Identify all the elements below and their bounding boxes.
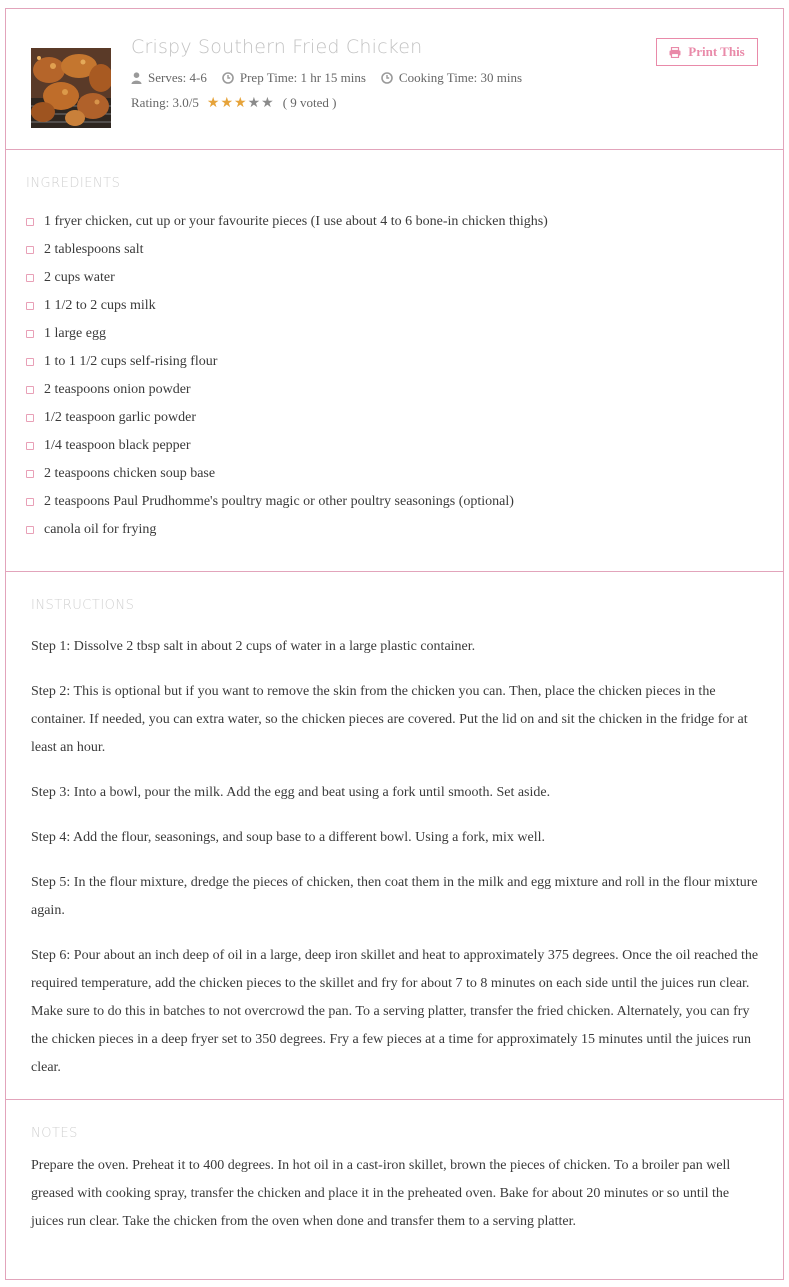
ingredient-label: 2 teaspoons onion powder	[44, 382, 191, 397]
ingredient-item	[26, 208, 548, 236]
ingredient-item	[26, 236, 548, 264]
checkbox-icon[interactable]	[26, 442, 34, 450]
vote-count: ( 9 voted )	[282, 95, 337, 110]
clock-icon	[381, 72, 393, 84]
ingredient-label: 2 tablespoons salt	[44, 242, 144, 257]
ingredient-item	[26, 348, 548, 376]
ingredient-item	[26, 432, 548, 460]
ingredient-item	[26, 516, 548, 544]
ingredient-item	[26, 292, 548, 320]
star-icon[interactable]: ★	[234, 95, 247, 111]
checkbox-icon[interactable]	[26, 302, 34, 310]
cooking-time-info	[381, 70, 522, 86]
serves-info	[131, 70, 207, 86]
serves-label: Serves: 4-6	[148, 70, 207, 85]
ingredient-item	[26, 460, 548, 488]
star-icon[interactable]: ★	[206, 95, 220, 111]
printer-icon	[669, 47, 681, 58]
notes-heading: NOTES	[31, 1126, 78, 1141]
instruction-step: Step 4: Add the flour, seasonings, and soup base to a different bowl. Using a fork, mix well.	[31, 830, 545, 845]
instruction-step: Step 6: Pour about an inch deep of oil in a large, deep iron skillet and heat to approximately 375 degrees. Once the oil reached the required temperature, add the chicken pieces to the skillet and fry for about 7 to 8 minutes on each side until the juices run clear. Make sure to do this in batches to not overcrowd the pan. To a serving platter, transfer the fried chicken. Alternately, you can fry the chicken pieces in a deep fryer set to 350 degrees. Fry a few pieces at a time for approximately 15 minutes until the juices run clear.	[31, 948, 759, 1075]
star-icon[interactable]: ★	[261, 95, 274, 111]
ingredient-label: 2 teaspoons chicken soup base	[44, 466, 216, 481]
checkbox-icon[interactable]	[26, 358, 34, 366]
ingredient-label: 2 teaspoons Paul Prudhomme's poultry magic or other poultry seasonings (optional)	[44, 494, 514, 509]
recipe-meta	[131, 70, 537, 86]
star-icon[interactable]: ★	[247, 95, 261, 111]
checkbox-icon[interactable]	[26, 414, 34, 422]
prep-time-label: Prep Time: 1 hr 15 mins	[239, 70, 366, 85]
ingredient-item	[26, 264, 548, 292]
ingredient-item	[26, 376, 548, 404]
print-button-label: Print This	[688, 44, 745, 59]
ingredient-item	[26, 320, 548, 348]
ingredient-item	[26, 488, 548, 516]
ingredients-heading: INGREDIENTS	[26, 176, 121, 191]
star-icon[interactable]: ★	[220, 95, 234, 111]
recipe-title: Crispy Southern Fried Chicken	[131, 36, 423, 58]
rating-label: Rating: 3.0/5	[131, 95, 199, 110]
user-icon	[131, 72, 142, 84]
checkbox-icon[interactable]	[26, 330, 34, 338]
ingredient-label: canola oil for frying	[44, 522, 157, 537]
ingredient-label: 1/2 teaspoon garlic powder	[44, 410, 197, 425]
instructions-heading: INSTRUCTIONS	[31, 598, 135, 613]
prep-time-info	[222, 70, 366, 86]
recipe-header	[6, 9, 783, 149]
print-button[interactable]	[656, 38, 758, 66]
ingredient-label: 1 fryer chicken, cut up or your favourite pieces (I use about 4 to 6 bone-in chicken thighs)	[44, 214, 548, 229]
notes-text: Prepare the oven. Preheat it to 400 degrees. In hot oil in a cast-iron skillet, brown the pieces of chicken. To a broiler pan well greased with cooking spray, transfer the chicken and place it in the preheated oven. Bake for about 20 minutes or so until the juices run clear. Take the chicken from the oven when done and transfer them to a serving platter.	[31, 1158, 731, 1229]
checkbox-icon[interactable]	[26, 498, 34, 506]
ingredient-item	[26, 404, 548, 432]
checkbox-icon[interactable]	[26, 246, 34, 254]
instructions-section	[6, 571, 783, 1099]
checkbox-icon[interactable]	[26, 470, 34, 478]
notes-section	[6, 1099, 783, 1280]
recipe-thumbnail	[31, 48, 111, 128]
ingredients-section	[6, 149, 783, 571]
ingredient-label: 1 1/2 to 2 cups milk	[44, 298, 156, 313]
checkbox-icon[interactable]	[26, 386, 34, 394]
rating-stars[interactable]	[207, 96, 275, 110]
ingredient-label: 2 cups water	[44, 270, 115, 285]
ingredient-label: 1 large egg	[44, 326, 106, 341]
ingredient-label: 1/4 teaspoon black pepper	[44, 438, 191, 453]
cooking-time-label: Cooking Time: 30 mins	[398, 70, 523, 85]
rating-row	[131, 95, 337, 111]
instruction-step: Step 2: This is optional but if you want to remove the skin from the chicken you can. Then, place the chicken pieces in the container. If needed, you can extra water, so the chicken pieces are covered. Put the lid on and sit the chicken in the fridge for at least an hour.	[31, 684, 748, 755]
checkbox-icon[interactable]	[26, 274, 34, 282]
ingredient-label: 1 to 1 1/2 cups self-rising flour	[44, 354, 218, 369]
checkbox-icon[interactable]	[26, 526, 34, 534]
instruction-step: Step 3: Into a bowl, pour the milk. Add the egg and beat using a fork until smooth. Set aside.	[31, 785, 551, 800]
instruction-step: Step 5: In the flour mixture, dredge the pieces of chicken, then coat them in the milk and egg mixture and roll in the flour mixture again.	[31, 875, 758, 918]
checkbox-icon[interactable]	[26, 218, 34, 226]
clock-icon	[222, 72, 234, 84]
ingredients-list	[26, 208, 548, 544]
recipe-card	[5, 8, 784, 1280]
instruction-step: Step 1: Dissolve 2 tbsp salt in about 2 cups of water in a large plastic container.	[31, 639, 476, 654]
